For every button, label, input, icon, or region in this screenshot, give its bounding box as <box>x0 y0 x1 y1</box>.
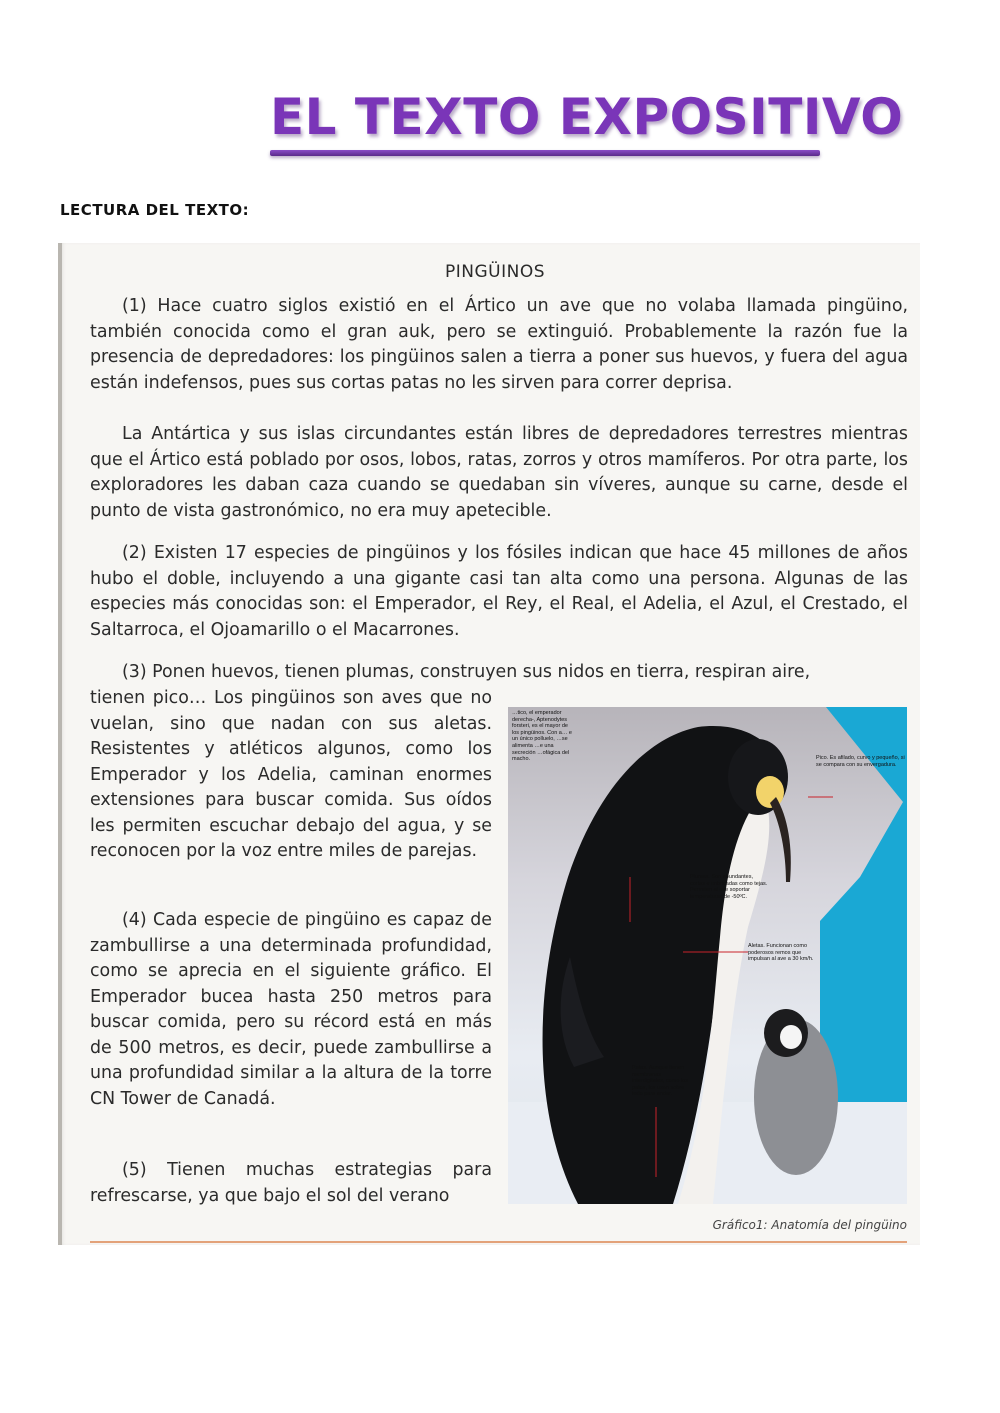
bottom-rule <box>90 1241 907 1243</box>
paragraph-5-text: (4) Cada especie de pingüino es capaz de zambullirse a una determinada profundidad, como se aprecia en el siguiente gráfico. El Emperador bucea hasta 250 metros para buscar comida, pero su récord está en más de 500 metros, es decir, puede zambullirse a una profundidad similar a la altura de la torre CN Tower de Canadá. <box>90 910 492 1109</box>
paragraph-4-line <box>90 660 908 686</box>
figure-caption: Gráfico1: Anatomía del pingüino <box>712 1218 907 1232</box>
reading-title: PINGÜINOS <box>444 262 545 282</box>
paragraph-2-text: La Antártica y sus islas circundantes están libres de depredadores terrestres mientras que el Ártico está poblado por osos, lobos, ratas, zorros y otros mamíferos. Por otra parte, los exploradores les daban caza cuando se quedaban sin víveres, aunque su carne, desde el punto de vista gastronómico, no era muy apetecible. <box>90 424 908 521</box>
paragraph-3-text: (2) Existen 17 especies de pingüinos y los fósiles indican que hace 45 millones de años hubo el doble, incluyendo a una gigante casi tan alta como una persona. Algunas de las especies más conocidas son: el Emperador, el Rey, el Real, el Adelia, el Azul, el Crestado, el Saltarroca, el Ojoamarillo o el Macarrones. <box>90 543 908 640</box>
paragraph-5 <box>90 908 492 1112</box>
paragraph-4-body <box>90 686 492 865</box>
paragraph-2 <box>90 422 908 524</box>
penguin-ear-patch <box>756 776 784 808</box>
paragraph-1 <box>90 294 908 396</box>
chick-face <box>780 1025 802 1049</box>
paragraph-4-first-line: (3) Ponen huevos, tienen plumas, construyen sus nidos en tierra, respiran aire, <box>122 662 811 682</box>
penguin-anatomy-photo <box>508 707 907 1204</box>
title-underline <box>270 150 820 156</box>
section-label: LECTURA DEL TEXTO: <box>60 201 250 219</box>
page-title: EL TEXTO EXPOSITIVO <box>270 88 904 146</box>
scan-edge-shadow <box>58 243 62 1245</box>
paragraph-6 <box>90 1158 492 1209</box>
label-plumas: Plumas. Son abundantes, cortas e imbricadas como tejas. Permiten al ave soportar temperaturas de -50ºC. <box>690 874 768 900</box>
label-pico: Pico. Es afilado, curvo y pequeño, si se compara con su envergadura. <box>816 755 905 768</box>
paragraph-1-text: (1) Hace cuatro siglos existió en el Ártico un ave que no volaba llamada pingüino, también conocida como el gran auk, pero se extinguió. Probablemente la razón fue la presencia de depredadores: los pingüinos salen a tierra a poner sus huevos, y fuera del agua están indefensos, pues sus cortas patas no les sirven para correr deprisa. <box>90 296 908 393</box>
penguin-illustration <box>508 707 907 1204</box>
label-aletas: Aletas. Funcionan como poderosos remos que impulsan al ave a 30 km/h. <box>748 943 814 963</box>
paragraph-3 <box>90 541 908 643</box>
label-patas: Patas. Aunque tienen membranas interdigitales, como los patos, los usan sobre todo para andar. <box>632 1065 688 1098</box>
paragraph-6-text: (5) Tienen muchas estrategias para refrescarse, ya que bajo el sol del verano <box>90 1160 492 1206</box>
label-intro: …tico, el emperador derecha-, Aptenodytes forsteri, es el mayor de los pingüinos. Con a… e un único polluelo, …se alimenta …e una secreción …ofágica del macho. <box>512 710 572 763</box>
paragraph-4-text: tienen pico… Los pingüinos son aves que no vuelan, sino que nadan con sus aletas. Resistentes y atléticos algunos, como los Emperador y los Adelia, caminan enormes extensiones para buscar comida. Sus oídos les permiten escuchar debajo del agua, y se reconocen por la voz entre miles de parejas. <box>90 688 492 861</box>
